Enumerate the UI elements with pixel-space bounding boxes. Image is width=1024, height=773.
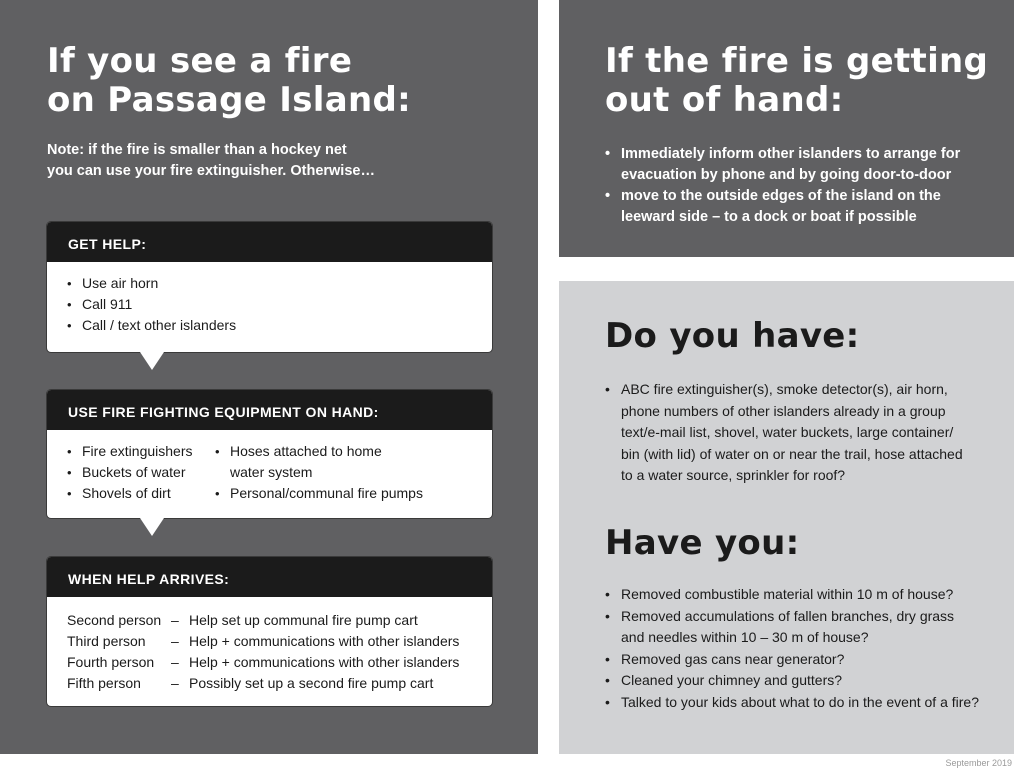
equipment-item: • Fire extinguishers — [67, 441, 215, 462]
equipment-item: • Buckets of water — [67, 462, 215, 483]
role-cell: Fourth person — [67, 654, 155, 670]
escalation-item: • Immediately inform other islanders to arrange for evacuation by phone and by going door-to-door — [605, 144, 975, 186]
get-help-item: • Use air horn — [67, 273, 472, 294]
role-cell: Fifth person — [67, 675, 141, 691]
role-cell: Second person — [67, 612, 162, 628]
task-cell: Help + communications with other islanders — [189, 654, 460, 670]
equipment-item: • Shovels of dirt — [67, 483, 215, 504]
get-help-body — [47, 262, 492, 346]
dash-cell: – — [171, 633, 179, 649]
have-you-item: • Cleaned your chimney and gutters? — [605, 670, 980, 692]
table-row — [67, 652, 459, 673]
equipment-list-col2 — [215, 441, 472, 504]
dash-cell: – — [171, 654, 179, 670]
equipment-box — [47, 390, 492, 518]
right-top-title-line-1: If the fire is getting — [605, 41, 989, 81]
left-title — [47, 42, 411, 120]
get-help-list — [67, 273, 472, 336]
escalation-item: • move to the outside edges of the island on the leeward side – to a dock or boat if possible — [605, 186, 975, 228]
right-top-title-line-2: out of hand: — [605, 80, 844, 120]
have-you-item: • Removed gas cans near generator? — [605, 649, 980, 671]
table-row — [67, 610, 459, 631]
table-row — [67, 673, 459, 694]
have-you-item: • Talked to your kids about what to do in the event of a fire? — [605, 692, 980, 714]
note-line-2: you can use your fire extinguisher. Otherwise… — [47, 163, 375, 179]
callout-arrow — [140, 352, 164, 370]
have-you-item: • Removed combustible material within 10 m of house? — [605, 584, 980, 606]
note — [47, 140, 407, 182]
right-top-panel — [559, 0, 1014, 257]
equipment-heading: USE FIRE FIGHTING EQUIPMENT ON HAND: — [47, 390, 492, 430]
get-help-heading: GET HELP: — [47, 222, 492, 262]
right-bottom-panel — [559, 281, 1014, 754]
right-top-title — [605, 42, 988, 120]
help-arrives-body — [47, 597, 492, 704]
help-arrives-heading: WHEN HELP ARRIVES: — [47, 557, 492, 597]
escalation-list — [605, 144, 975, 228]
get-help-item: • Call / text other islanders — [67, 315, 472, 336]
left-title-line-1: If you see a fire — [47, 41, 353, 81]
help-arrives-box — [47, 557, 492, 706]
have-you-list — [605, 584, 980, 713]
callout-arrow — [140, 518, 164, 536]
equipment-item: • Personal/communal fire pumps — [215, 483, 472, 504]
do-you-have-list — [605, 379, 965, 487]
task-cell: Help + communications with other islanders — [189, 633, 460, 649]
do-you-have-item: • ABC fire extinguisher(s), smoke detector(s), air horn, phone numbers of other islanders already in a group text/e-mail list, shovel, water buckets, large container/ bin (with lid) of water on or near the trail, hose attached to a water source, sprinkler for roof? — [605, 379, 965, 487]
dash-cell: – — [171, 612, 179, 628]
equipment-list-col1 — [67, 441, 215, 504]
get-help-item: • Call 911 — [67, 294, 472, 315]
table-row — [67, 631, 459, 652]
help-arrives-table — [67, 610, 459, 694]
left-title-line-2: on Passage Island: — [47, 80, 412, 120]
task-cell: Possibly set up a second fire pump cart — [189, 675, 434, 691]
task-cell: Help set up communal fire pump cart — [189, 612, 418, 628]
footer-date: September 2019 — [945, 758, 1012, 768]
equipment-body — [47, 430, 492, 514]
equipment-item: • Hoses attached to home water system — [215, 441, 400, 483]
get-help-box — [47, 222, 492, 352]
dash-cell: – — [171, 675, 179, 691]
role-cell: Third person — [67, 633, 146, 649]
have-you-title: Have you: — [605, 523, 800, 563]
do-you-have-title: Do you have: — [605, 316, 860, 356]
note-line-1: Note: if the fire is smaller than a hockey net — [47, 142, 347, 158]
have-you-item: • Removed accumulations of fallen branches, dry grass and needles within 10 – 30 m of house? — [605, 606, 956, 649]
